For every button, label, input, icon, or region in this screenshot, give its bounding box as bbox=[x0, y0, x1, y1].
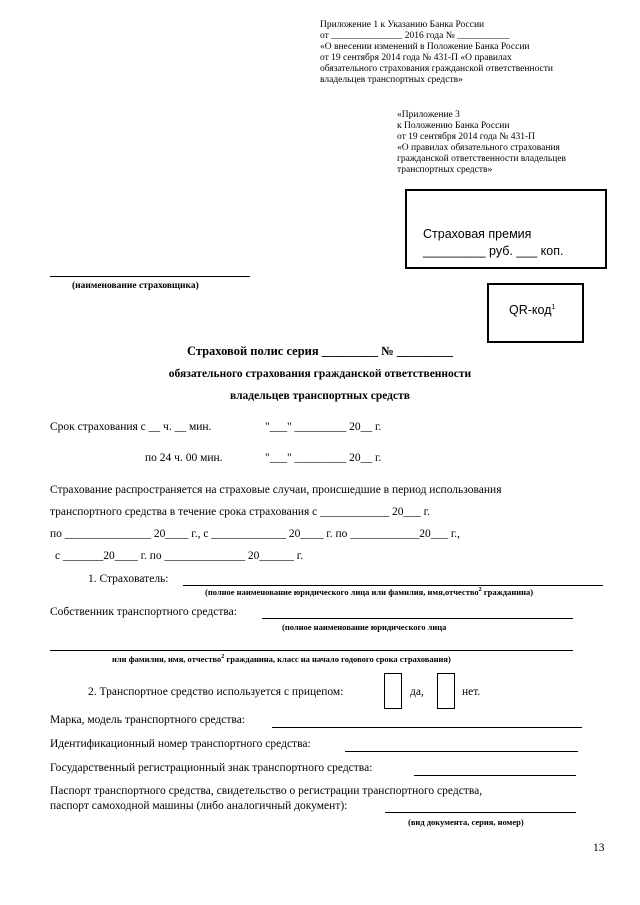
vehicle-doc-line[interactable] bbox=[385, 812, 576, 813]
annex3-line1: «Приложение 3 bbox=[397, 110, 460, 120]
trailer-yes-checkbox[interactable] bbox=[384, 673, 402, 709]
annex3-line5: гражданской ответственности владельцев bbox=[397, 154, 567, 164]
annex3-line6: транспортных средств» bbox=[397, 165, 493, 175]
trailer-no-checkbox[interactable] bbox=[437, 673, 455, 709]
vehicle-doc-caption: (вид документа, серия, номер) bbox=[408, 817, 524, 827]
vehicle-plate-line[interactable] bbox=[414, 775, 576, 776]
page-number: 13 bbox=[593, 842, 605, 854]
vehicle-doc-line-1: Паспорт транспортного средства, свидетельство о регистрации транспортного средства, bbox=[50, 785, 483, 797]
annex1-line2: от _______________ 2016 года № ___________ bbox=[320, 31, 510, 41]
annex3-line4: «О правилах обязательного страхования bbox=[397, 143, 560, 153]
usage-line-3: по _______________ 20____ г., с _____________ 20____ г. по ____________20___ г., bbox=[50, 528, 461, 540]
insured-line bbox=[183, 585, 603, 586]
annex3-line2: к Положению Банка России bbox=[397, 121, 510, 131]
annex1-line6: владельцев транспортных средств» bbox=[320, 75, 463, 85]
insurer-caption: (наименование страховщика) bbox=[72, 281, 199, 291]
premium-amount: _________ руб. ___ коп. bbox=[423, 244, 564, 258]
usage-line-2: транспортного средства в течение срока страхования с ____________ 20___ г. bbox=[50, 506, 430, 518]
vehicle-make-label: Марка, модель транспортного средства: bbox=[50, 714, 245, 726]
premium-box bbox=[405, 189, 607, 269]
policy-subtitle-1: обязательного страхования гражданской ответственности bbox=[168, 368, 472, 380]
premium-title: Страховая премия bbox=[423, 227, 532, 241]
term-to-date: "___" _________ 20__ г. bbox=[265, 452, 382, 464]
annex3-line3: от 19 сентября 2014 года № 431-П bbox=[397, 132, 536, 142]
annex1-line5: обязательного страхования гражданской ответственности bbox=[320, 64, 554, 74]
vehicle-plate-label: Государственный регистрационный знак транспортного средства: bbox=[50, 762, 373, 774]
qr-code-box bbox=[487, 283, 584, 343]
policy-subtitle-2: владельцев транспортных средств bbox=[230, 390, 410, 402]
owner-line-2 bbox=[50, 650, 573, 651]
term-to: по 24 ч. 00 мин. bbox=[145, 452, 223, 464]
qr-code-label: QR-код$^1$ bbox=[509, 303, 556, 317]
policy-title: Страховой полис серия _________ № _________ bbox=[186, 344, 454, 358]
vehicle-vin-line[interactable] bbox=[345, 751, 578, 752]
owner-caption-1: (полное наименование юридического лица bbox=[282, 622, 447, 632]
insured-label: 1. Страхователь: bbox=[88, 573, 169, 585]
usage-line-1: Страхование распространяется на страховые случаи, происшедшие в период использования bbox=[50, 484, 502, 496]
owner-caption-2: или фамилия, имя, отчество$^2$ гражданина, класс на начало годового срока страхования) bbox=[112, 654, 451, 664]
usage-line-4: с _______20____ г. по ______________ 20______ г. bbox=[55, 550, 304, 562]
insurer-name-line bbox=[50, 276, 250, 277]
vehicle-make-line[interactable] bbox=[272, 727, 582, 728]
annex1-line1: Приложение 1 к Указанию Банка России bbox=[320, 20, 485, 30]
trailer-label: 2. Транспортное средство используется с прицепом: bbox=[88, 686, 344, 698]
trailer-yes-label: да, bbox=[410, 686, 424, 698]
annex1-line3: «О внесении изменений в Положение Банка России bbox=[320, 42, 530, 52]
insured-caption: (полное наименование юридического лица или фамилия, имя,отчество$^2$ гражданина) bbox=[205, 587, 534, 597]
term-from-date: "___" _________ 20__ г. bbox=[265, 421, 382, 433]
owner-line bbox=[262, 618, 573, 619]
trailer-no-label: нет. bbox=[462, 686, 481, 698]
annex1-line4: от 19 сентября 2014 года № 431-П «О правилах bbox=[320, 53, 512, 63]
term-from: Срок страхования с __ ч. __ мин. bbox=[50, 421, 212, 433]
vehicle-vin-label: Идентификационный номер транспортного средства: bbox=[50, 738, 311, 750]
owner-label: Собственник транспортного средства: bbox=[50, 606, 237, 618]
vehicle-doc-line-2: паспорт самоходной машины (либо аналогичный документ): bbox=[50, 800, 348, 812]
